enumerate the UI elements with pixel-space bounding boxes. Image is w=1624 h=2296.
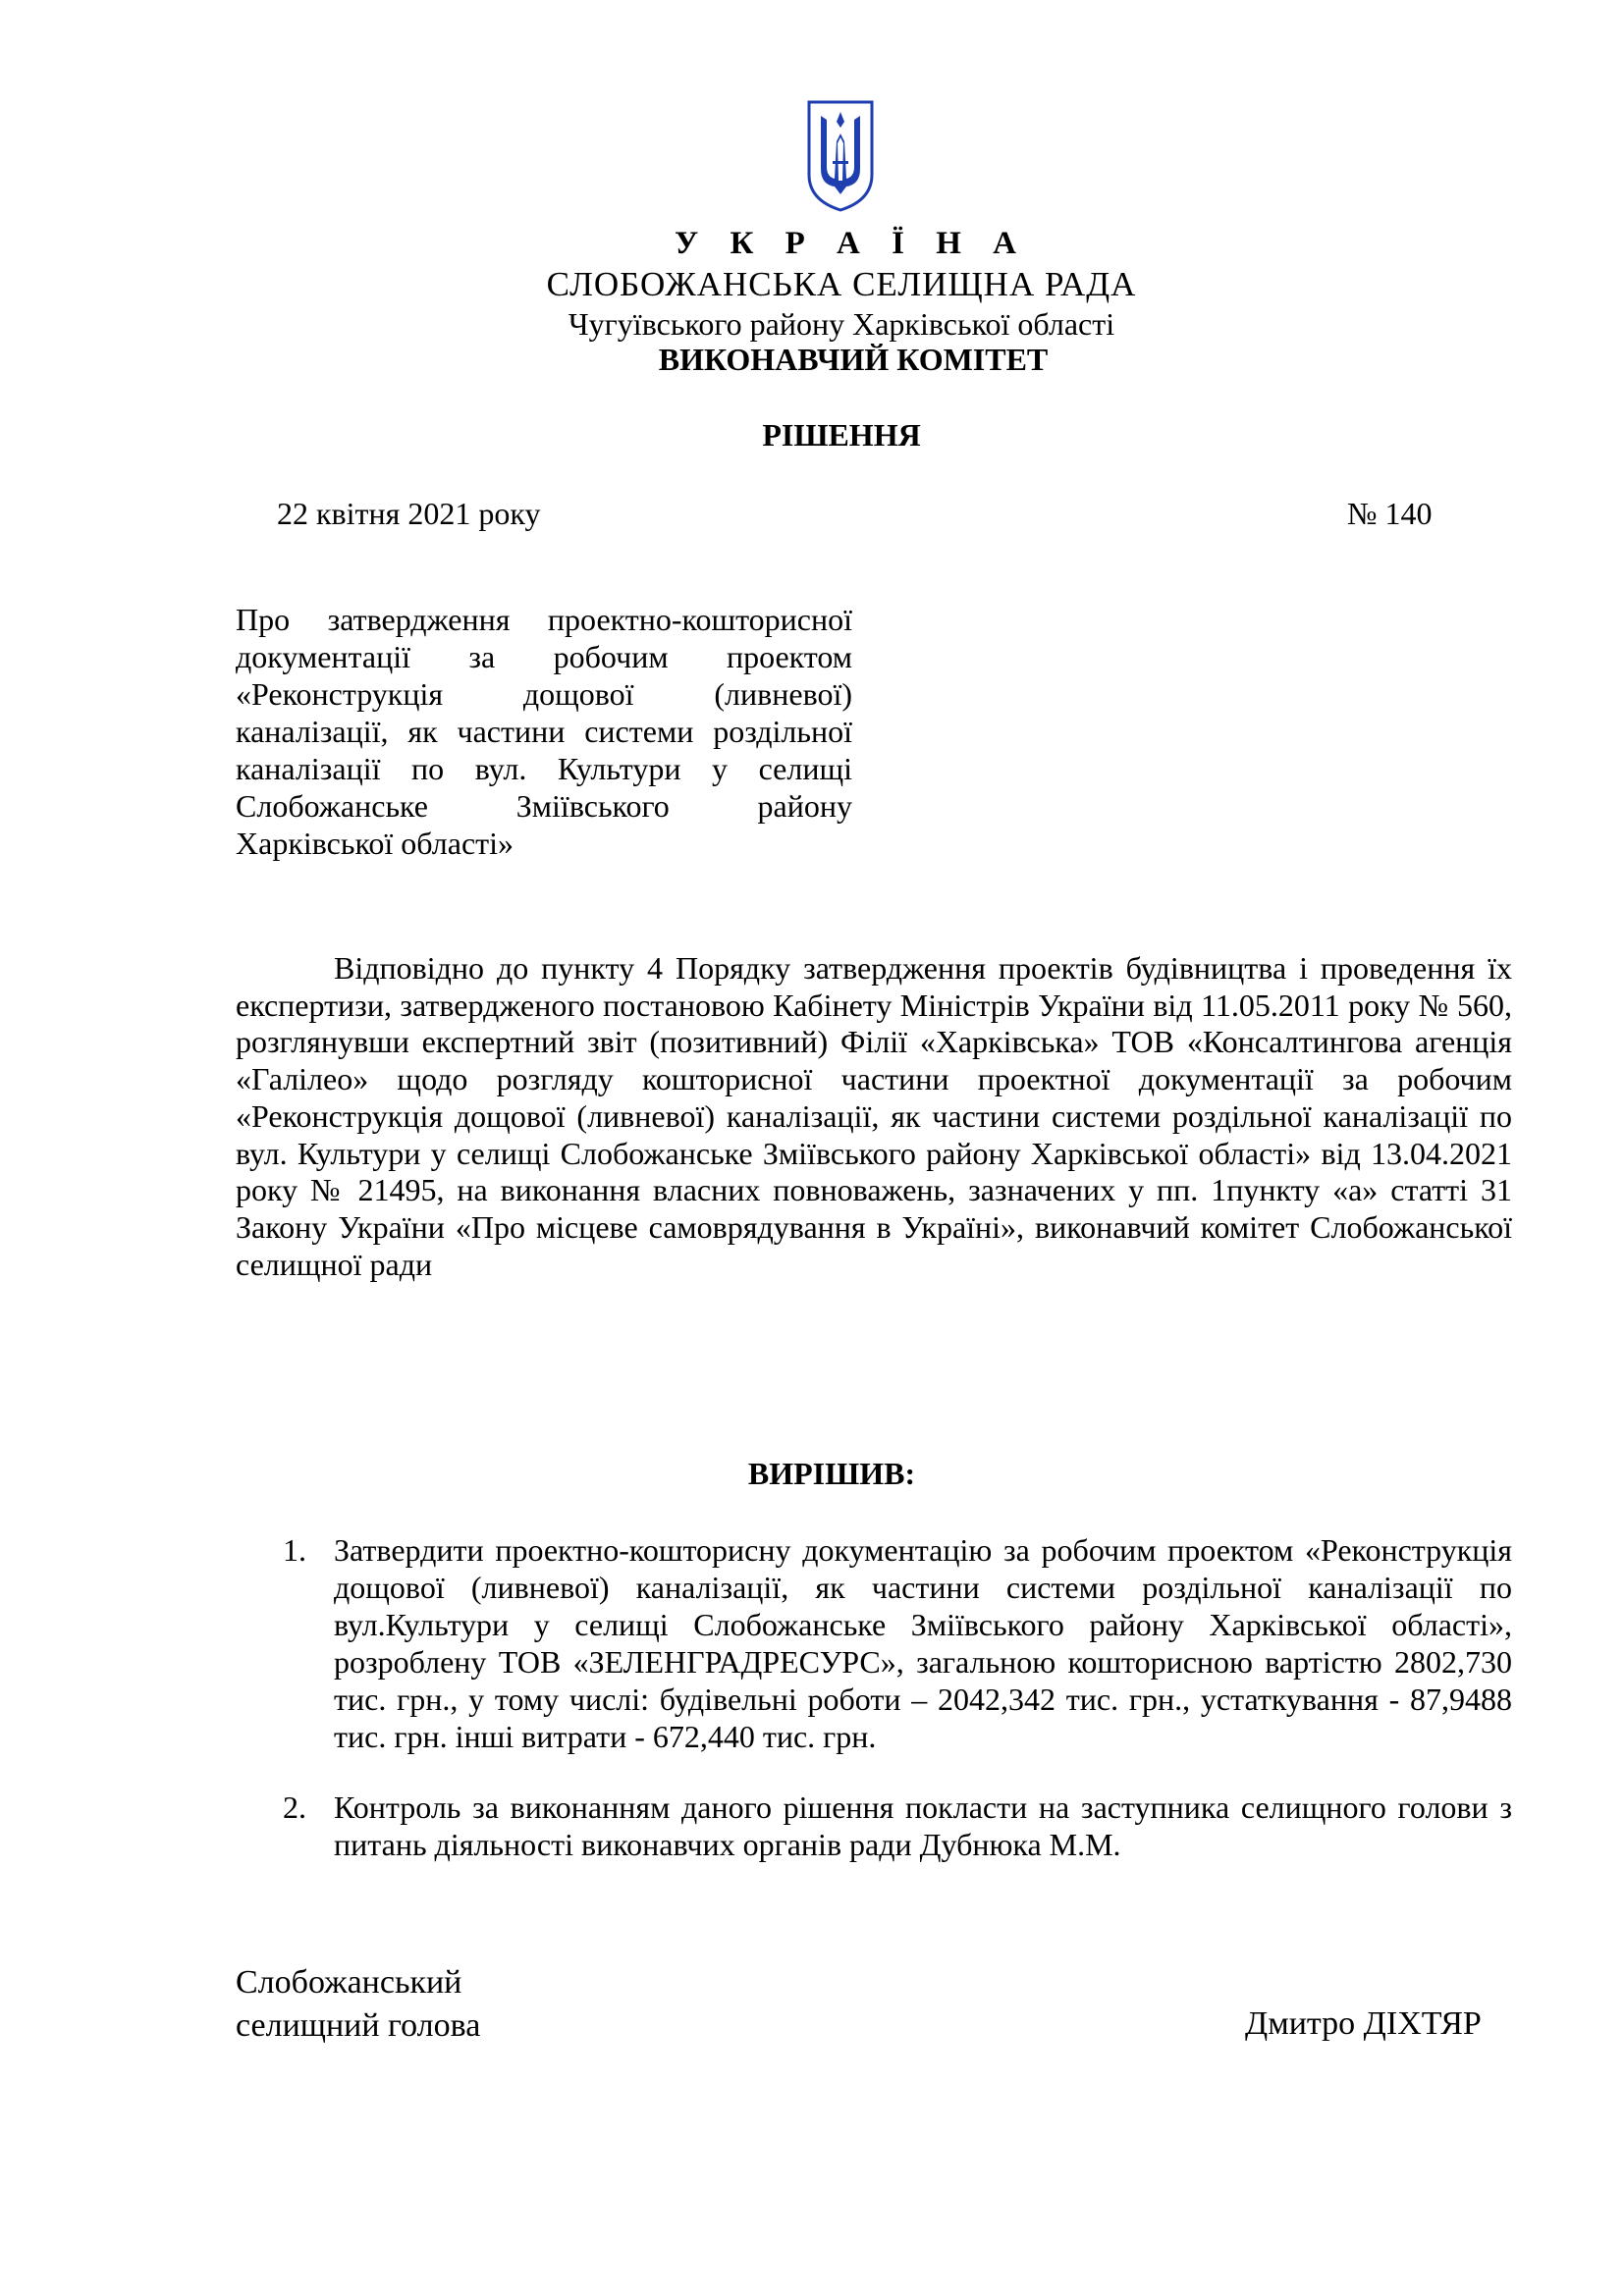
item-number: 1.: [283, 1532, 306, 1568]
decision-subject: Про затвердження проектно-кошторисної документації за робочим проектом «Реконструкція дощової (ливневої) каналізації, як частини системи роздільної каналізації по вул. Культури у селищі Слобожанське Зміївського району Харківської області»: [236, 602, 852, 861]
district-name: Чугуївського району Харківської області: [568, 306, 1115, 342]
committee-name: ВИКОНАВЧИЙ КОМІТЕТ: [658, 342, 1049, 377]
signer-title: [236, 1961, 480, 2048]
country-title: У К Р А Ї Н А: [675, 226, 1028, 261]
signer-name: Дмитро ДІХТЯР: [1245, 2005, 1482, 2042]
decided-heading: ВИРІШИВ:: [747, 1456, 916, 1491]
signer-title-line1: Слобожанський: [236, 1964, 462, 2001]
item-number: 2.: [283, 1789, 306, 1825]
trident-emblem-icon: [805, 98, 876, 214]
decision-items: [283, 1531, 1512, 1863]
signer-title-line2: селищний голова: [236, 2007, 481, 2044]
decision-date: 22 квітня 2021 року: [277, 496, 541, 531]
council-name: СЛОБОЖАНСЬКА СЕЛИЩНА РАДА: [546, 265, 1137, 303]
item-text: Контроль за виконанням даного рішення покласти на заступника селищного голови з питань діяльності виконавчих органів ради Дубнюка М.М.: [334, 1789, 1512, 1862]
document-type: РІШЕННЯ: [762, 417, 921, 453]
decision-number: № 140: [1347, 496, 1433, 531]
item-text: Затвердити проектно-кошторисну документацію за робочим проектом «Реконструкція дощової (ливневої) каналізації, як частини системи роздільної каналізації по вул.Культури у селищі Слобожанське Зміївського району Харківської області», розроблену ТОВ «ЗЕЛЕНГРАДРЕСУРС», загальною кошторисною вартістю 2802,730 тис. грн., у тому числі: будівельні роботи – 2042,342 тис. грн., устаткування - 87,9488 тис. грн. інші витрати - 672,440 тис. грн.: [334, 1532, 1512, 1754]
preamble-paragraph: Відповідно до пункту 4 Порядку затвердження проектів будівництва і проведення їх експертизи, затвердженого постановою Кабінету Міністрів України від 11.05.2011 року № 560, розглянувши експертний звіт (позитивний) Філії «Харківська» ТОВ «Консалтингова агенція «Галілео» щодо розгляду кошторисної частини проектної документації за робочим «Реконструкція дощової (ливневої) каналізації, як частини системи роздільної каналізації по вул. Культури у селищі Слобожанське Зміївського району Харківської області» від 13.04.2021 року № 21495, на виконання власних повноважень, зазначених у пп. 1пункту «а» статті 31 Закону України «Про місцеве самоврядування в Україні», виконавчий комітет Слобожанської селищної ради: [236, 950, 1512, 1282]
decision-item: [283, 1531, 1512, 1755]
decision-item: [283, 1789, 1512, 1863]
